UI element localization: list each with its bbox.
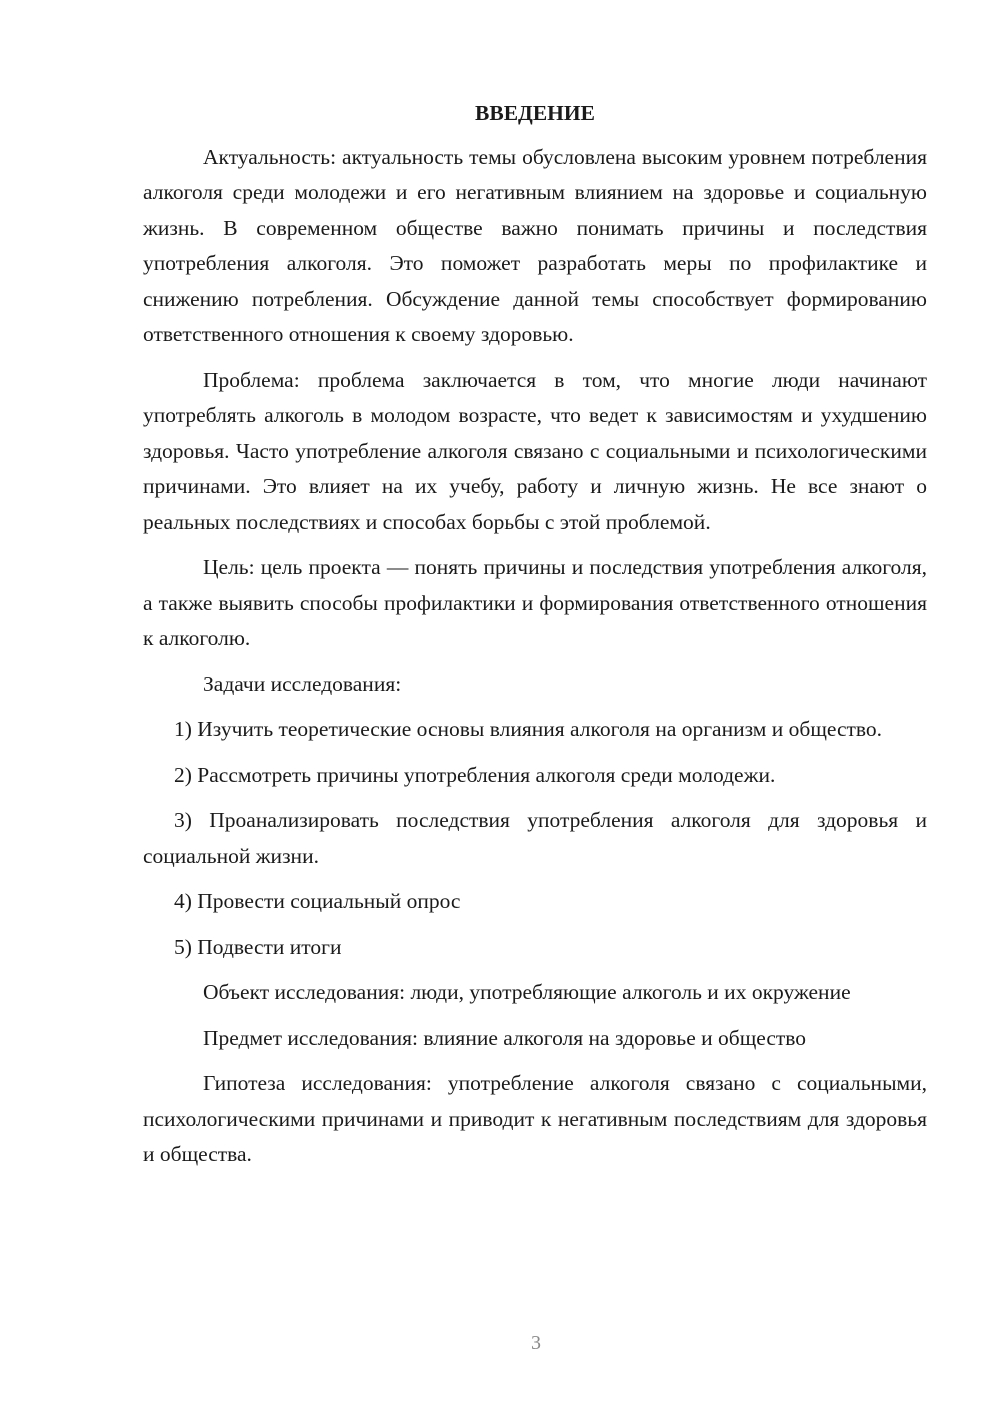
tasks-heading: Задачи исследования: [203,671,402,696]
paragraph-goal: Цель: цель проекта — понять причины и последствия употребления алкоголя, а также выявить способы профилактики и формирования ответственного отношения к алкоголю. [143,555,927,650]
paragraph-relevance: Актуальность: актуальность темы обусловлена высоким уровнем потребления алкоголя среди молодежи и его негативным влиянием на здоровье и социальную жизнь. В современном обществе важно понимать причины и последствия употребления алкоголя. Это поможет разработать меры по профилактике и снижению потребления. Обсуждение данной темы способствует формированию ответственного отношения к своему здоровью. [143,144,927,346]
paragraph-hypothesis: Гипотеза исследования: употребление алкоголя связано с социальными, психологическими причинами и приводит к негативным последствиям для здоровья и общества. [143,1071,927,1166]
task-item-2: 2) Рассмотреть причины употребления алкоголя среди молодежи. [174,762,776,787]
task-item-5: 5) Подвести итоги [174,934,342,959]
page-number: 3 [531,1332,541,1354]
paragraph-object: Объект исследования: люди, употребляющие алкоголь и их окружение [203,980,851,1004]
task-item-4: 4) Провести социальный опрос [174,889,461,913]
paragraph-subject: Предмет исследования: влияние алкоголя на здоровье и общество [203,1025,807,1050]
task-item-3: 3) Проанализировать последствия употребления алкоголя для здоровья и социальной жизни. [143,808,927,868]
paragraph-problem: Проблема: проблема заключается в том, что многие люди начинают употреблять алкоголь в молодом возрасте, что ведет к зависимостям и ухудшению здоровья. Часто употребление алкоголя связано с социальными и психологическими причинами. Это влияет на их учебу, работу и личную жизнь. Не все знают о реальных последствиях и способах борьбы с этой проблемой. [143,367,927,534]
task-item-1: 1) Изучить теоретические основы влияния алкоголя на организм и общество. [174,717,883,741]
page-title: ВВЕДЕНИЕ [475,101,595,125]
document-body [143,96,927,1183]
